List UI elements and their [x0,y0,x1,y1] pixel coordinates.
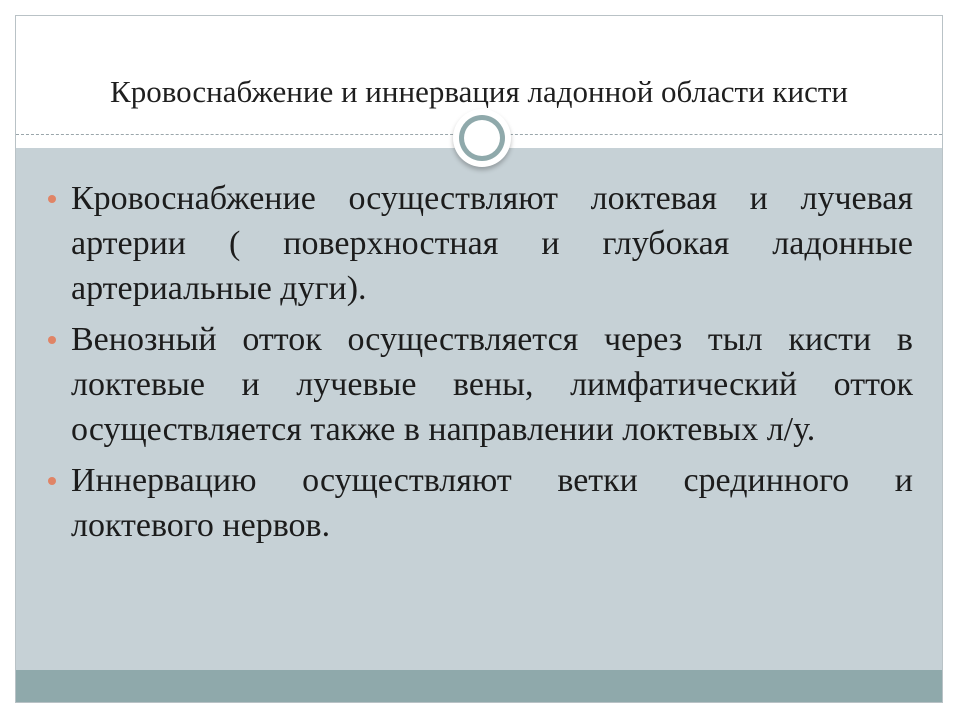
bullet-list [56,176,913,554]
slide [15,15,943,703]
bullet-text: Кровоснабжение осуществляют локтевая и лучевая артерии ( поверхностная и глубокая ладонные артериальные дуги). [71,180,913,307]
bullet-dot-icon [48,336,56,344]
bullet-text: Иннервацию осуществляют ветки срединного и локтевого нервов. [71,462,913,544]
slide-title: Кровоснабжение и иннервация ладонной области кисти [110,74,848,109]
ring-inner [459,115,505,161]
bullet-text: Венозный отток осуществляется через тыл кисти в локтевые и лучевые вены, лимфатический отток осуществляется также в направлении локтевых л/у. [71,321,913,448]
circle-ring-icon [453,109,511,167]
bullet-item [56,176,913,311]
ring-core [464,120,500,156]
footer-bar [16,670,942,702]
bullet-dot-icon [48,477,56,485]
bullet-item [56,458,913,548]
bullet-item [56,317,913,452]
bullet-dot-icon [48,195,56,203]
